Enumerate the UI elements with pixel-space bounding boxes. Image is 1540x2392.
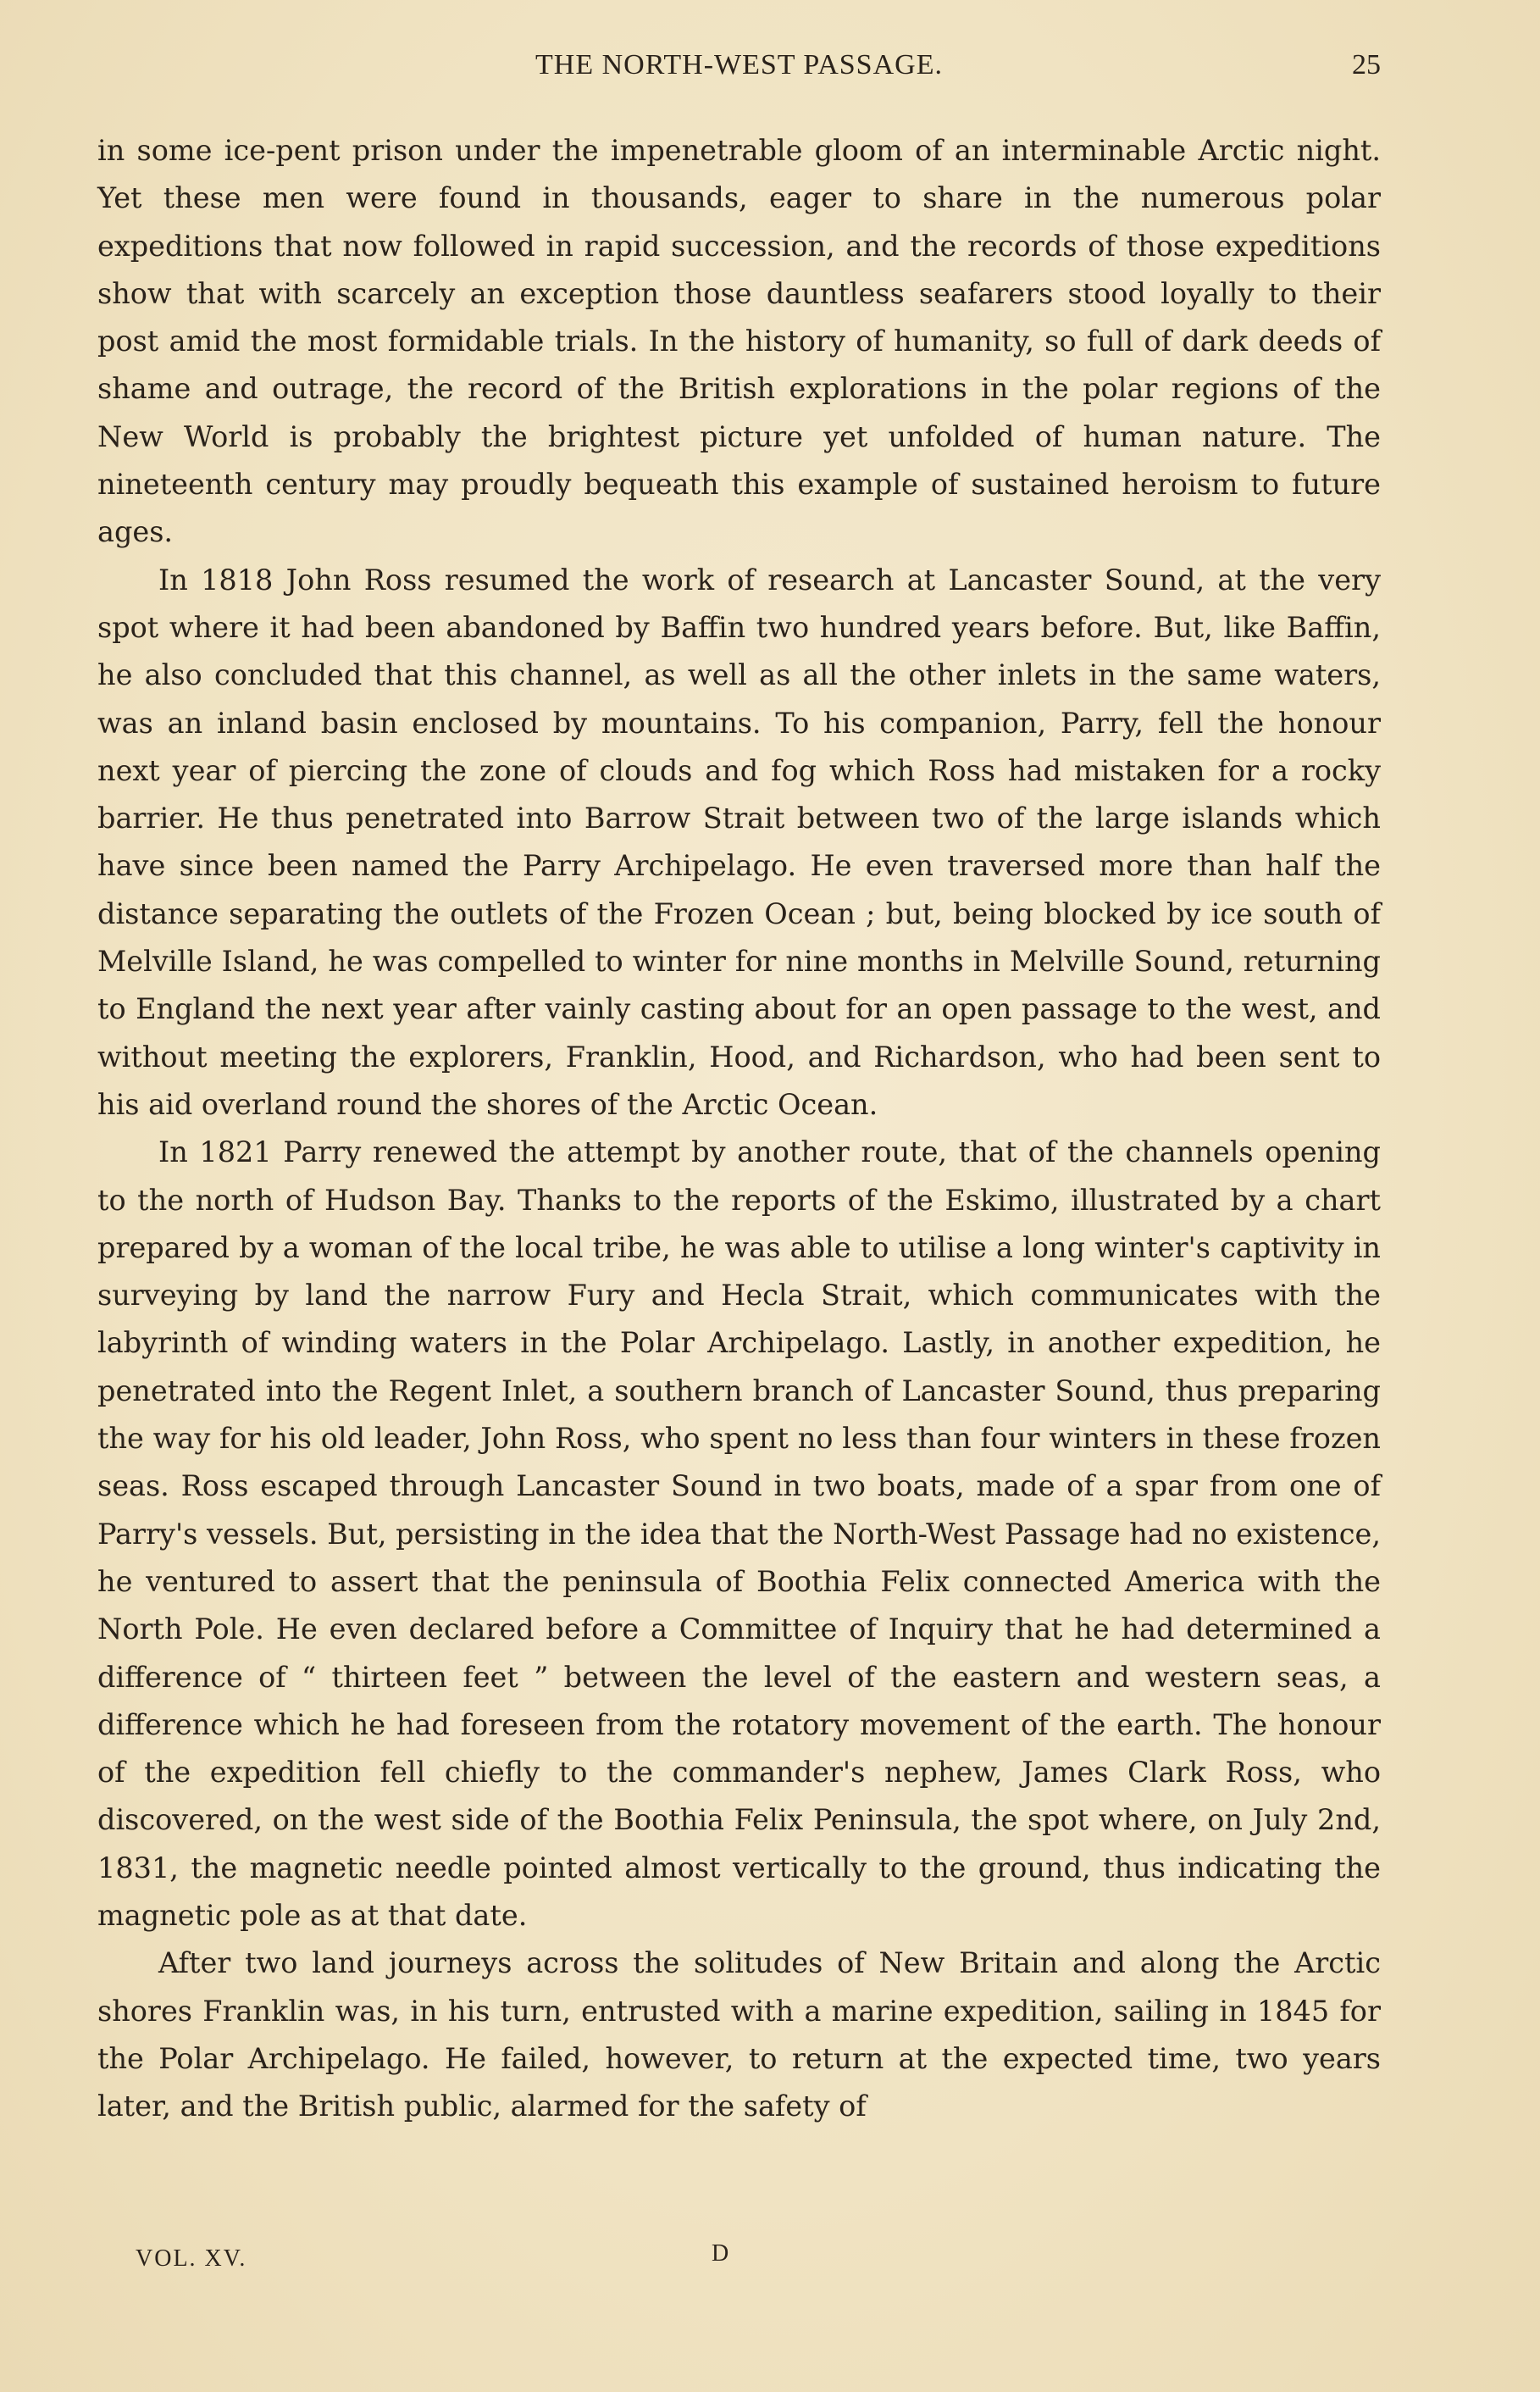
paragraph-1: in some ice-pent prison under the impenetrable gloom of an interminable Arctic night. Yet these men were found in thousands, eager to share in the numerous polar expeditions that now followed in rapid succession, and the records of those expeditions show that with scarcely an exception those dauntless seafarers stood loyally to their post amid the most formidable trials. In the history of humanity, so full of dark deeds of shame and outrage, the record of the British explorations in the polar regions of the New World is probably the brightest picture yet unfolded of human nature. The nineteenth century may proudly bequeath this example of sustained heroism to future ages. (97, 134, 1381, 549)
paragraph-4: After two land journeys across the solitudes of New Britain and along the Arctic shores Franklin was, in his turn, entrusted with a marine expedition, sailing in 1845 for the Polar Archipelago. He failed, however, to return at the expected time, two years later, and the British public, alarmed for the safety of (97, 1946, 1381, 2123)
running-head: THE NORTH-WEST PASSAGE. (535, 49, 943, 80)
page-footer (136, 2240, 1152, 2288)
volume-label: VOL. XV. (136, 2245, 247, 2272)
paragraph-2: In 1818 John Ross resumed the work of research at Lancaster Sound, at the very spot where it had been abandoned by Baffin two hundred years before. But, like Baffin, he also concluded that this channel, as well as all the other inlets in the same waters, was an inland basin enclosed by mountains. To his companion, Parry, fell the honour next year of piercing the zone of clouds and fog which Ross had mistaken for a rocky barrier. He thus penetrated into Barrow Strait between two of the large islands which have since been named the Parry Archipelago. He even traversed more than half the distance separating the outlets of the Frozen Ocean ; but, being blocked by ice south of Melville Island, he was compelled to winter for nine months in Melville Sound, returning to England the next year after vainly casting about for an open passage to the west, and without meeting the explorers, Franklin, Hood, and Richardson, who had been sent to his aid overland round the shores of the Arctic Ocean. (97, 563, 1381, 1121)
page-header (97, 49, 1381, 92)
paragraph-3: In 1821 Parry renewed the attempt by another route, that of the channels opening to the north of Hudson Bay. Thanks to the reports of the Eskimo, illustrated by a chart prepared by a woman of the local tribe, he was able to utilise a long winter's captivity in surveying by land the narrow Fury and Hecla Strait, which communicates with the labyrinth of winding waters in the Polar Archipelago. Lastly, in another expedition, he penetrated into the Regent Inlet, a southern branch of Lancaster Sound, thus preparing the way for his old leader, John Ross, who spent no less than four winters in these frozen seas. Ross escaped through Lancaster Sound in two boats, made of a spar from one of Parry's vessels. But, persisting in the idea that the North-West Passage had no existence, he ventured to assert that the peninsula of Boothia Felix connected America with the North Pole. He even declared before a Committee of Inquiry that he had determined a difference of “ thirteen feet ” between the level of the eastern and western seas, a difference which he had foreseen from the rotatory movement of the earth. The honour of the expedition fell chiefly to the commander's nephew, James Clark Ross, who discovered, on the west side of the Boothia Felix Peninsula, the spot where, on July 2nd, 1831, the magnetic needle pointed almost vertically to the ground, thus indicating the magnetic pole as at that date. (97, 1135, 1381, 1932)
page-number: 25 (1352, 49, 1381, 80)
signature-mark: D (712, 2240, 729, 2267)
body-text (97, 127, 1381, 2130)
